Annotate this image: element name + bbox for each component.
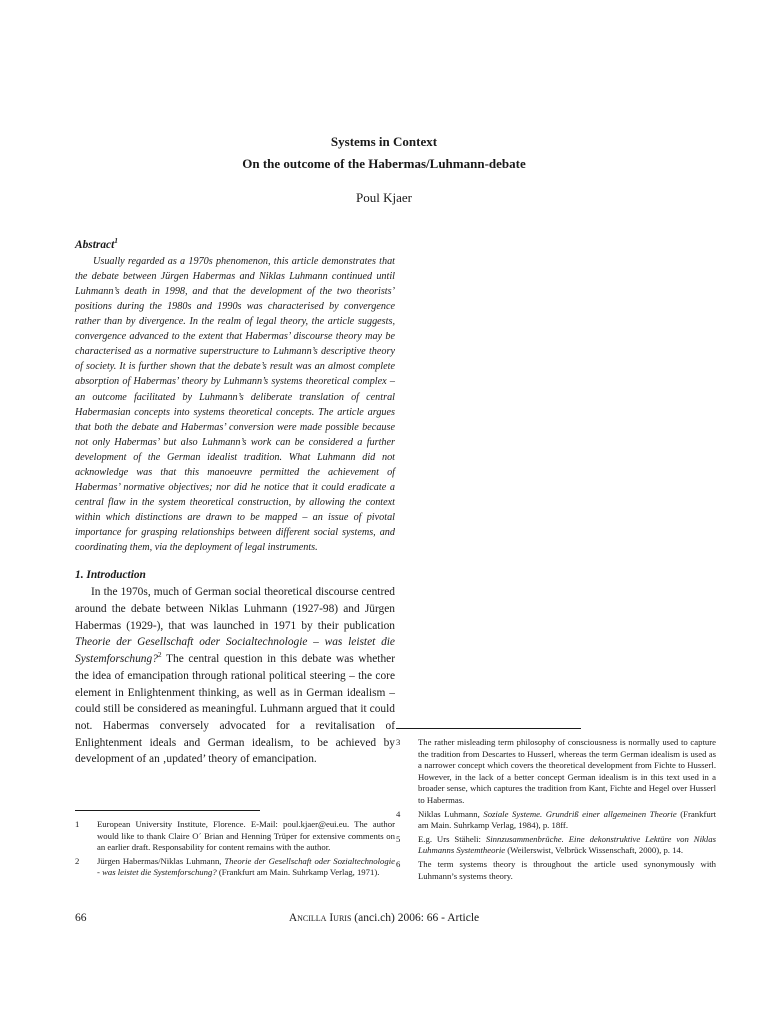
section-heading: 1. Introduction bbox=[75, 568, 146, 581]
footnote-3: 3 The rather misleading term philosophy of consciousness is normally used to capture the tradition from Descartes to Husserl, whereas the term German idealism is used as a narrower concept which covers the theoretical development from Fichte to Husserl. However, in the lack of a better concept German idealism is in this text used in a broader sense, which captures the tradition from Kant, Fichte and Hegel over Husserl to Habermas. bbox=[396, 737, 716, 805]
author-name: Poul Kjaer bbox=[356, 190, 412, 205]
article-title: Systems in Context bbox=[330, 134, 438, 149]
abstract-heading: Abstract$^1$ bbox=[75, 236, 118, 251]
footnote-4: 4 Niklas Luhmann, Soziale Systeme. Grundriß einer allgemeinen Theorie (Frankfurt am Main. Suhrkamp Verlag, 1984), p. 18ff. bbox=[396, 808, 716, 831]
footnote-6: 6 The term systems theory is throughout the article used synonymously with Luhmann’s systems theory. bbox=[396, 858, 716, 881]
paragraph-1: In the 1970s, much of German social theoretical discourse centred around the debate between Niklas Luhmann (1927-98) and Jürgen Habermas (1929-), that was launched in 1971 by their publication Theorie der Gesellschaft oder Socialtechnologie – was leistet die Systemforschung?$^2$ The central question in this debate was whether the idea of emancipation through rational political steering – the core element in Enlightenment thinking, as well as in German idealism – could still be considered as meaningful. Luhmann argued that it could not. Habermas conversely advocated for a revitalisation of Enlightenment ideals and German idealism, to be achieved by development of an ‚updated’ theory of emancipation. bbox=[75, 586, 395, 766]
running-footer: Ancilla Iuris (anci.ch) 2006: 66 - Article bbox=[288, 912, 480, 924]
article-subtitle: On the outcome of the Habermas/Luhmann-debate bbox=[242, 156, 526, 171]
footnotes-right bbox=[396, 718, 716, 884]
page-number: 66 bbox=[75, 912, 87, 924]
left-column bbox=[75, 237, 395, 772]
footnotes-left bbox=[75, 800, 395, 881]
abstract-text: Usually regarded as a 1970s phenomenon, this article demonstrates that the debate between Jürgen Habermas and Niklas Luhmann continued until Luhmann’s death in 1998, and that the development of the two theorists’ positions during the 1980s and 1990s was characterised by convergence rather than by divergence. In the realm of legal theory, the article suggests, convergence advanced to the extent that Habermas’ discourse theory may be characterised as a normative superstructure to Luhmann’s descriptive theory of society. It is further shown that the debate’s result was an almost complete absorption of Habermas’ theory by Luhmann’s systems theoretical complex – an outcome facilitated by Luhmann’s deliberate translation of central Habermasian concepts into systems theoretical concepts. The article argues that both the debate and Habermas’ conversion were made possible because not only Habermas’ but also Luhmann’s work can be considered a further development of the German idealist tradition. What Luhmann did not acknowledge was that this manoeuvre permitted the achievement of Habermas’ normative objectives; nor did he notice that it could eradicate a central flaw in the system theoretical construction, by allowing the context within which distinctions are drawn to be mapped – an issue of pivotal importance for grasping relationships between different social systems, and coordinating them, via the deployment of legal instruments. bbox=[75, 255, 395, 554]
footnote-divider bbox=[396, 728, 581, 729]
footnote-ref[interactable]: 1 bbox=[114, 236, 118, 246]
footnote-2: 2 Jürgen Habermas/Niklas Luhmann, Theorie der Gesellschaft oder Sozialtechnologie - was leistet die Systemforschung? (Frankfurt am Main. Suhrkamp Verlag, 1971). bbox=[75, 855, 395, 878]
footnote-divider bbox=[75, 810, 260, 811]
footnote-1: 1 European University Institute, Florence. E-Mail: poul.kjaer@eui.eu. The author would like to thank Claire O´ Brian and Henning Trüper for extensive comments on an earlier draft. Responsability for content remains with the author. bbox=[75, 819, 395, 853]
footnote-5: 5 E.g. Urs Stäheli: Sinnzusammenbrüche. Eine dekonstruktive Lektüre von Niklas Luhmanns Systemtheorie (Weilerswist, Velbrück Wissenschaft, 2000), p. 14. bbox=[396, 833, 716, 856]
footnote-ref[interactable]: 2 bbox=[157, 650, 162, 660]
